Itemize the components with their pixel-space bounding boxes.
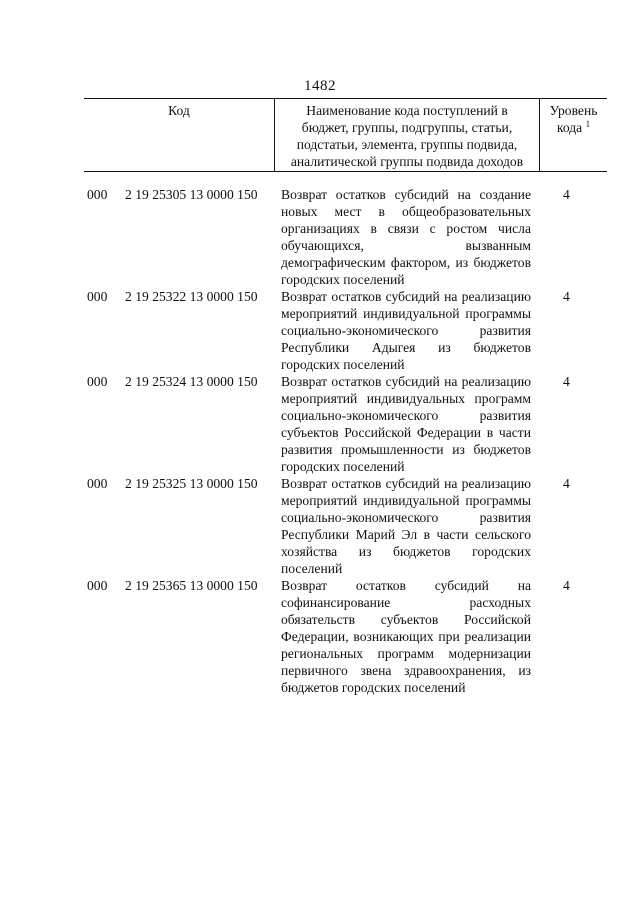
revenue-name: Возврат остатков субсидий на софинансирование расходных обязательств субъектов Российской Федерации, возникающих при реализации региональных программ модернизации первичного звена здравоохранения, из бюджетов городских поселений: [281, 578, 531, 695]
page-number: 1482: [304, 78, 336, 94]
revenue-code: 2 19 25325 13 0000 150: [125, 476, 258, 491]
header-name-line: бюджет, группы, подгруппы, статьи,: [301, 120, 513, 135]
header-level-line2: [540, 119, 607, 136]
admin-code: 000: [87, 578, 108, 593]
table-header: [84, 98, 607, 172]
table-row: [0, 373, 640, 475]
code-level: 4: [563, 578, 570, 593]
header-level-label: кода: [556, 120, 583, 135]
code-level: 4: [563, 187, 570, 202]
revenue-code: 2 19 25324 13 0000 150: [125, 374, 258, 389]
footnote-marker: 1: [585, 119, 591, 129]
table-row: [0, 288, 640, 373]
header-name-line: Наименование кода поступлений в: [306, 103, 508, 118]
table-row: [0, 577, 640, 696]
table-row: [0, 475, 640, 577]
revenue-name: Возврат остатков субсидий на реализацию мероприятий индивидуальной программы социально-экономического развития Республики Марий Эл в части сельского хозяйства из бюджетов городских поселений: [281, 476, 531, 576]
code-level: 4: [563, 374, 570, 389]
revenue-name: Возврат остатков субсидий на реализацию мероприятий индивидуальной программы социально-экономического развития Республики Адыгея из бюджетов городских поселений: [281, 289, 531, 372]
revenue-name: Возврат остатков субсидий на создание новых мест в общеобразовательных организациях в связи с ростом числа обучающихся, вызванным демографическим фактором, из бюджетов городских поселений: [281, 187, 531, 287]
header-level: [540, 99, 607, 171]
revenue-code: 2 19 25365 13 0000 150: [125, 578, 258, 593]
header-level-line1: Уровень: [549, 103, 598, 118]
header-name: [275, 99, 540, 171]
code-level: 4: [563, 289, 570, 304]
admin-code: 000: [87, 476, 108, 491]
revenue-code: 2 19 25305 13 0000 150: [125, 187, 258, 202]
table-row: [0, 186, 640, 288]
revenue-code: 2 19 25322 13 0000 150: [125, 289, 258, 304]
admin-code: 000: [87, 289, 108, 304]
admin-code: 000: [87, 187, 108, 202]
code-level: 4: [563, 476, 570, 491]
table-body: [0, 186, 640, 696]
admin-code: 000: [87, 374, 108, 389]
header-name-line: подстатьи, элемента, группы подвида,: [296, 137, 518, 152]
header-code: Код: [84, 99, 275, 171]
header-name-line: аналитической группы подвида доходов: [290, 154, 524, 169]
revenue-name: Возврат остатков субсидий на реализацию мероприятий индивидуальных программ социально-экономического развития субъектов Российской Федерации в части развития промышленности из бюджетов городских поселений: [281, 374, 531, 474]
